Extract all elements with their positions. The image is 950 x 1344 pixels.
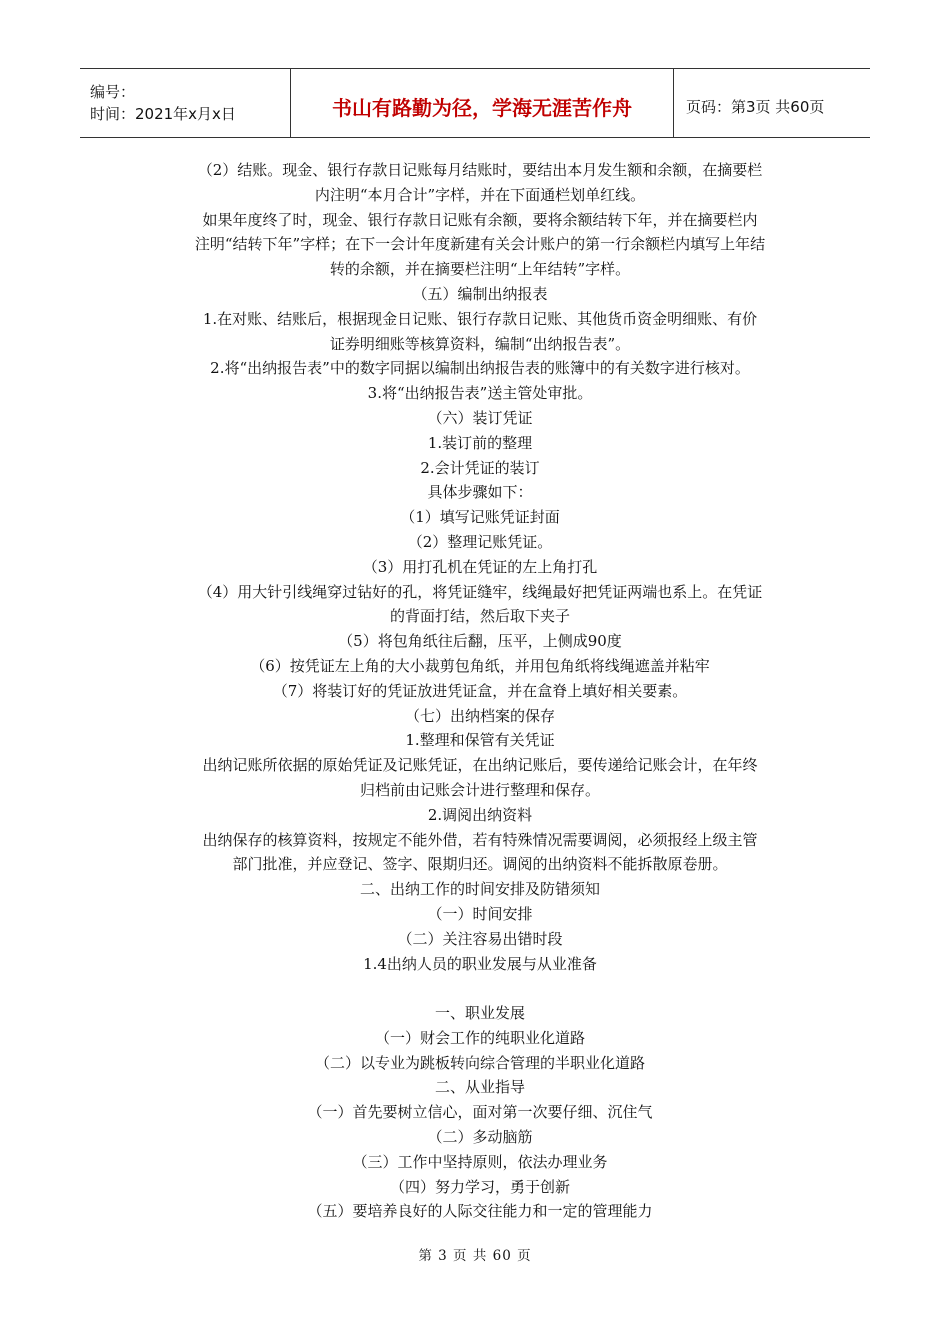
text-line: 2.调阅出纳资料	[427, 805, 533, 824]
blank-line	[150, 976, 810, 1001]
text-line: 二、出纳工作的时间安排及防错须知	[359, 880, 600, 899]
text-line: 如果年度终了时，现金、银行存款日记账有余额，要将余额结转下年，并在摘要栏内	[202, 210, 758, 229]
text-line: 出纳记账所依据的原始凭证及记账凭证，在出纳记账后，要传递给记账会计，在年终	[202, 756, 758, 775]
text-line: （一）财会工作的纯职业化道路	[374, 1028, 585, 1047]
header-page-cell	[674, 69, 870, 137]
text-line: （二）关注容易出错时段	[397, 929, 563, 948]
document-body	[150, 158, 810, 1224]
text-line: （三）工作中坚持原则，依法办理业务	[352, 1152, 608, 1171]
text-line: 1.在对账、结账后，根据现金日记账、银行存款日记账、其他货币资金明细账、有价	[202, 309, 758, 328]
text-line: 部门批准，并应登记、签字、限期归还。调阅的出纳资料不能拆散原卷册。	[232, 855, 728, 874]
text-line: （二）多动脑筋	[427, 1128, 533, 1147]
text-line: 具体步骤如下：	[427, 483, 533, 502]
text-line: 内注明“本月合计”字样，并在下面通栏划单红线。	[314, 185, 646, 204]
text-line: （一）首先要树立信心，面对第一次要仔细、沉住气	[307, 1103, 653, 1122]
text-line: 证券明细账等核算资料，编制“出纳报告表”。	[329, 334, 631, 353]
page-header	[80, 68, 870, 138]
text-line: 1.整理和保管有关凭证	[405, 731, 555, 750]
text-line: （3）用打孔机在凭证的左上角打孔	[362, 557, 598, 576]
text-line: （六）装订凭证	[427, 408, 533, 427]
text-line: （七）出纳档案的保存	[404, 706, 555, 725]
text-line: （7）将装订好的凭证放进凭证盒，并在盒脊上填好相关要素。	[272, 681, 688, 700]
text-line: 归档前由记账会计进行整理和保存。	[359, 780, 600, 799]
text-line: 3.将“出纳报告表”送主管处审批。	[367, 384, 593, 403]
text-line: 注明“结转下年”字样；在下一会计年度新建有关会计账户的第一行余额栏内填写上年结	[194, 235, 766, 254]
text-line: 二、从业指导	[434, 1078, 525, 1097]
text-line: 转的余额，并在摘要栏注明“上年结转”字样。	[329, 260, 631, 279]
text-line: （1）填写记账凭证封面	[400, 508, 560, 527]
text-line: （4）用大针引线绳穿过钻好的孔，将凭证缝牢，线绳最好把凭证两端也系上。在凭证	[197, 582, 763, 601]
text-line: 1.装订前的整理	[427, 433, 533, 452]
page-footer: 第 3 页 共 60 页	[418, 1248, 532, 1264]
text-line: 一、职业发展	[434, 1004, 525, 1023]
text-line: 出纳保存的核算资料，按规定不能外借，若有特殊情况需要调阅，必须报经上级主管	[202, 830, 758, 849]
text-line: （5）将包角纸往后翻，压平，上侧成90度	[338, 632, 622, 651]
text-line: 1.4出纳人员的职业发展与从业准备	[363, 954, 597, 973]
header-motto-cell	[291, 69, 674, 137]
text-line: 2.会计凭证的装订	[420, 458, 540, 477]
header-meta	[80, 69, 291, 137]
text-line: （五）要培养良好的人际交往能力和一定的管理能力	[307, 1202, 653, 1221]
text-line: （2）结账。现金、银行存款日记账每月结账时，要结出本月发生额和余额，在摘要栏	[197, 161, 763, 179]
text-line: 2.将“出纳报告表”中的数字同据以编制出纳报告表的账簿中的有关数字进行核对。	[210, 359, 750, 378]
document-number-label: 编号：	[90, 83, 136, 101]
header-motto: 书山有路勤为径，学海无涯苦作舟	[332, 95, 632, 120]
text-line: （二）以专业为跳板转向综合管理的半职业化道路	[314, 1053, 645, 1072]
text-line: （五）编制出纳报表	[412, 284, 548, 303]
text-line: （四）努力学习，勇于创新	[389, 1177, 570, 1196]
text-line: 的背面打结，然后取下夹子	[389, 607, 570, 626]
header-page-info: 页码：第3页 共60页	[686, 97, 825, 116]
document-time-label: 时间：2021年x月x日	[90, 105, 236, 123]
text-line: （2）整理记账凭证。	[407, 532, 553, 551]
text-line: （6）按凭证左上角的大小裁剪包角纸，并用包角纸将线绳遮盖并粘牢	[250, 656, 710, 675]
text-line: （一）时间安排	[427, 904, 533, 923]
